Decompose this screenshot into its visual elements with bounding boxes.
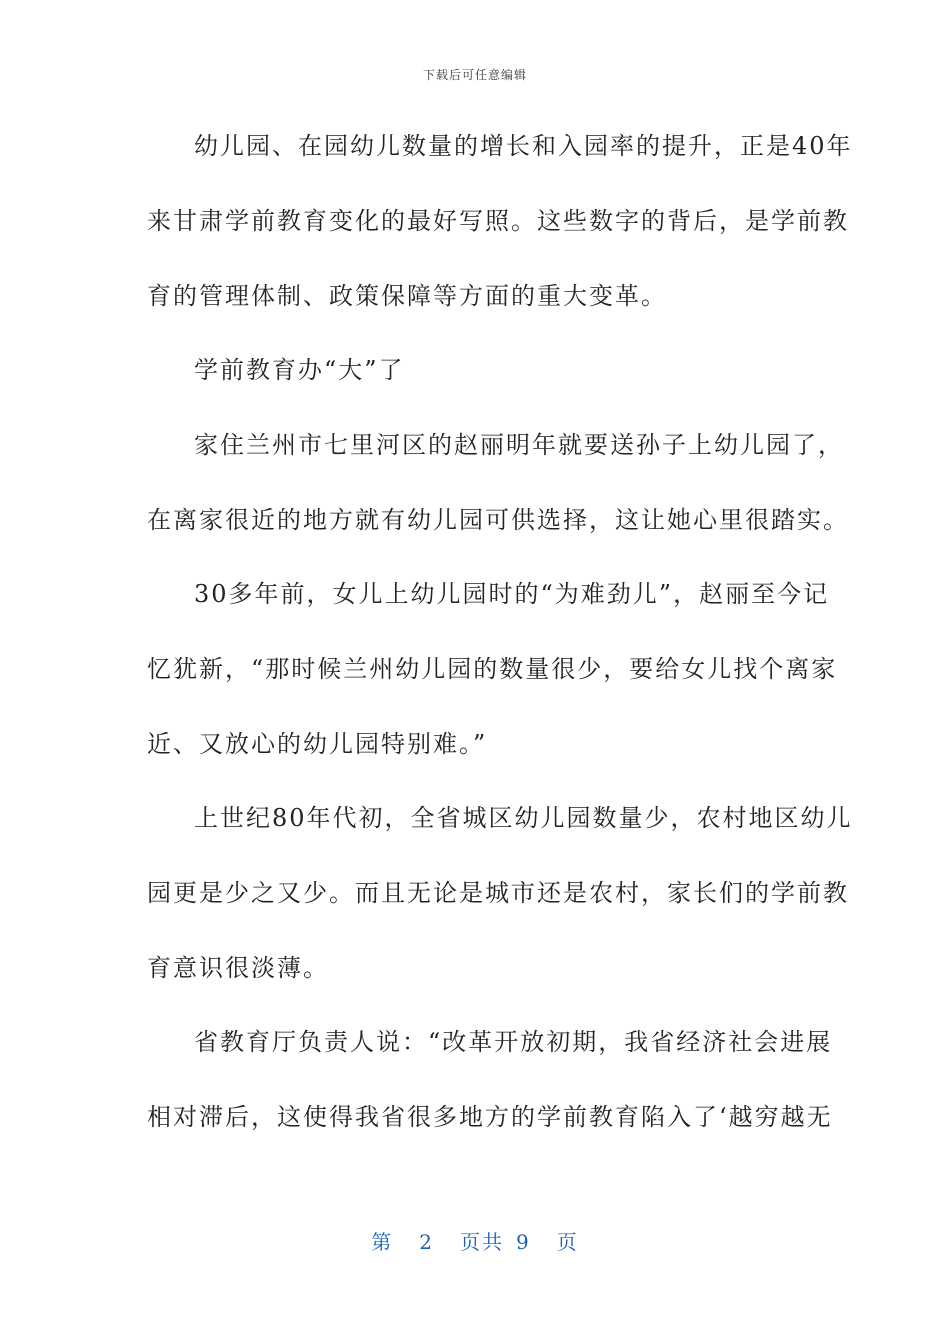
footer-total-pages: 9 [516, 1230, 531, 1254]
paragraph-line: 园更是少之又少。而且无论是城市还是农村，家长们的学前教 [147, 879, 849, 907]
paragraph-line: 近、又放心的幼儿园特别难。” [147, 730, 488, 758]
page-footer [0, 1226, 950, 1255]
paragraph-line: 家住兰州市七里河区的赵丽明年就要送孙子上幼儿园了， [194, 431, 844, 459]
paragraph-line: 相对滞后，这使得我省很多地方的学前教育陷入了‘越穷越无 [147, 1103, 833, 1131]
paragraph-line: 育的管理体制、政策保障等方面的重大变革。 [147, 282, 667, 310]
paragraph-line: 幼儿园、在园幼儿数量的增长和入园率的提升，正是40年 [194, 132, 853, 160]
paragraph-line: 30多年前，女儿上幼儿园时的“为难劲儿”，赵丽至今记 [194, 580, 830, 608]
paragraph-line: 在离家很近的地方就有幼儿园可供选择，这让她心里很踏实。 [147, 506, 849, 534]
page-header: 下载后可任意编辑 [422, 68, 527, 82]
paragraph-line: 育意识很淡薄。 [147, 954, 329, 982]
footer-ye: 页 [556, 1230, 579, 1254]
paragraph-line: 忆犹新，“那时候兰州幼儿园的数量很少，要给女儿找个离家 [147, 655, 838, 683]
footer-page-number: 2 [419, 1230, 434, 1254]
section-heading: 学前教育办“大”了 [194, 356, 405, 384]
footer-ye-gong: 页共 [460, 1230, 504, 1254]
paragraph-line: 省教育厅负责人说：“改革开放初期，我省经济社会进展 [194, 1028, 833, 1056]
footer-di: 第 [371, 1230, 394, 1254]
paragraph-line: 上世纪80年代初，全省城区幼儿园数量少，农村地区幼儿 [194, 804, 853, 832]
paragraph-line: 来甘肃学前教育变化的最好写照。这些数字的背后，是学前教 [147, 207, 849, 235]
